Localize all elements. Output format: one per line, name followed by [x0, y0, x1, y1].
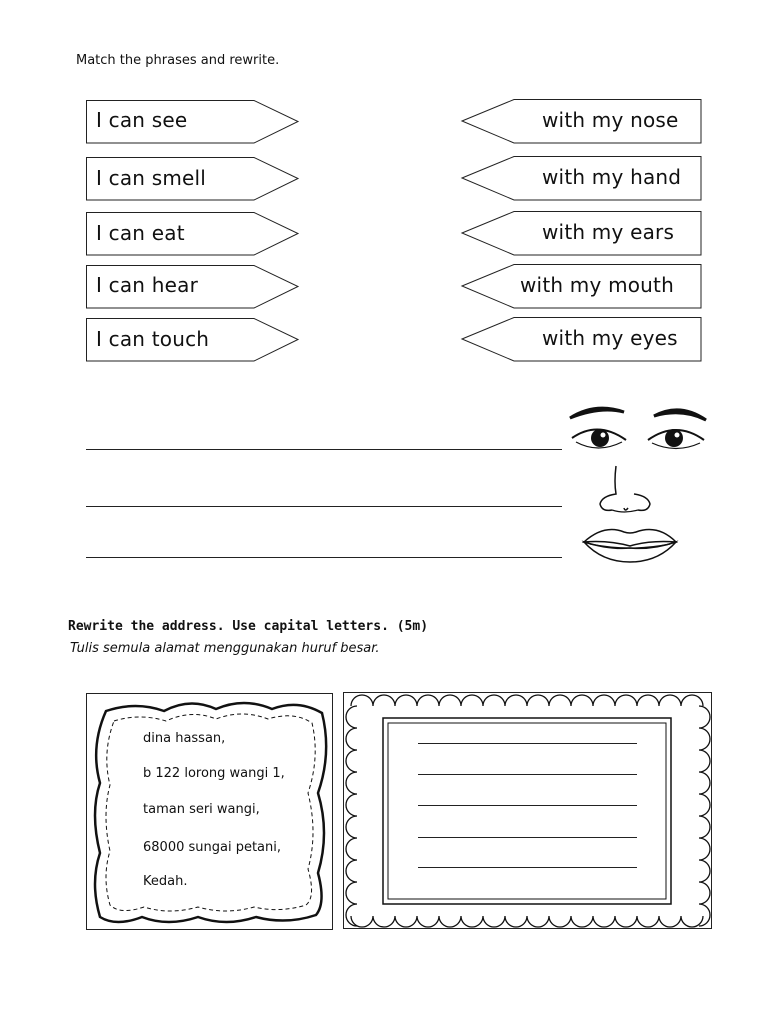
left-phrase-1: I can see [96, 108, 188, 132]
right-phrase-2: with my hand [542, 165, 682, 189]
address-section-title: Rewrite the address. Use capital letters. (5m) [68, 619, 429, 634]
address-line-1: dina hassan, [143, 731, 226, 746]
answer-line-4[interactable] [418, 837, 637, 838]
matching-instruction: Match the phrases and rewrite. [76, 53, 280, 68]
writing-line-3[interactable] [86, 557, 562, 558]
address-line-2: b 122 lorong wangi 1, [143, 766, 285, 781]
left-phrase-2: I can smell [96, 166, 207, 190]
right-phrase-3: with my ears [542, 220, 675, 244]
right-phrase-1: with my nose [542, 108, 679, 132]
address-line-4: 68000 sungai petani, [143, 840, 281, 855]
answer-line-3[interactable] [418, 805, 637, 806]
address-section-subtitle: Tulis semula alamat menggunakan huruf besar. [70, 641, 380, 656]
mouth-icon [580, 520, 680, 564]
left-phrase-4: I can hear [96, 273, 198, 297]
left-phrase-3: I can eat [96, 221, 185, 245]
address-line-5: Kedah. [143, 874, 188, 889]
answer-frame [343, 692, 713, 930]
answer-line-5[interactable] [418, 867, 637, 868]
right-phrase-4: with my mouth [520, 273, 674, 297]
right-phrase-5: with my eyes [542, 326, 678, 350]
answer-line-1[interactable] [418, 743, 637, 744]
writing-line-2[interactable] [86, 506, 562, 507]
answer-line-2[interactable] [418, 774, 637, 775]
nose-icon [594, 464, 656, 516]
eyes-with-eyebrows-icon [560, 400, 710, 470]
writing-line-1[interactable] [86, 449, 562, 450]
address-line-3: taman seri wangi, [143, 802, 260, 817]
left-phrase-5: I can touch [96, 327, 210, 351]
